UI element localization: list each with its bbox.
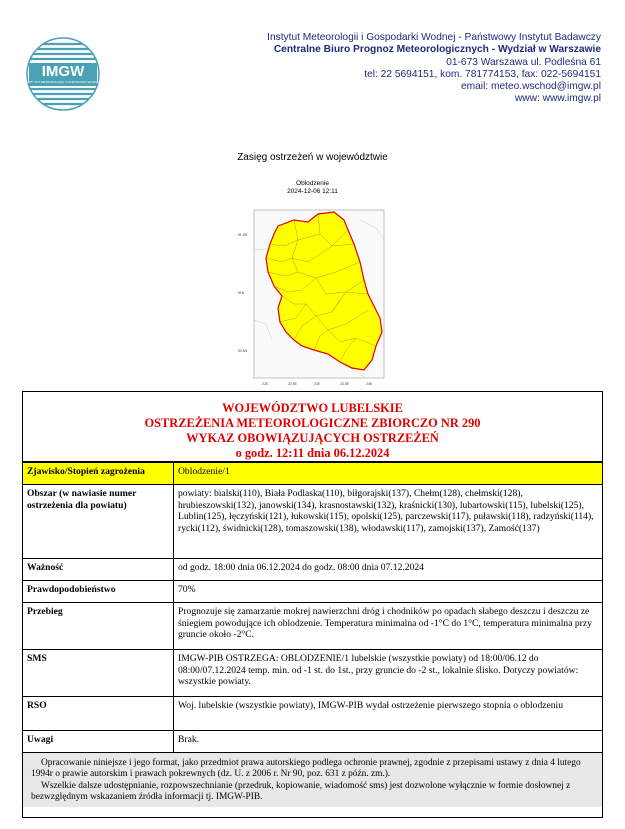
warning-title-block: [23, 392, 602, 462]
table-row: [23, 650, 602, 697]
row-label: Przebieg: [23, 603, 174, 650]
table-row: [23, 603, 602, 650]
row-label: Ważność: [23, 559, 174, 581]
row-value: 70%: [174, 581, 603, 603]
row-value: IMGW-PIB OSTRZEGA: OBLODZENIE/1 lubelskie (wszystkie powiaty) od 18:00/06.12 do 08:00/07.12.2024 temp. min. od -1 st. do 1st., przy gruncie do -2 st., lokalnie ślisko. Dotyczy powiatów: wszystkie powiaty.: [174, 650, 603, 697]
phone: tel: 22 5694151, kom. 781774153, fax: 022-5694151: [364, 68, 601, 80]
table-row: [23, 559, 602, 581]
row-label: SMS: [23, 650, 174, 697]
lon-label: 23E: [314, 382, 321, 386]
bureau-name: Centralne Biuro Prognoz Meteorologicznych - Wydział w Warszawie: [273, 44, 601, 56]
row-value: powiaty: bialski(110), Biała Podlaska(110), biłgorajski(137), Chełm(128), chełmski(128), hrubieszowski(132), janowski(134), krasnostawski(132), kraśnicki(130), lubartowski(115), lubelski(125), Lublin(125), łęczyński(121), łukowski(115), opolski(125), parczewski(117), puławski(118), radzyński(114), rycki(112), świdnicki(128), tomaszowski(138), włodawski(117), zamojski(137), Zamość(137): [174, 485, 603, 559]
table-row: [23, 463, 602, 485]
table-row: [23, 697, 602, 731]
row-label: RSO: [23, 697, 174, 731]
row-value: Prognozuje się zamarzanie mokrej nawierzchni dróg i chodników po opadach słabego deszczu i deszczu ze śniegiem powodujące ich oblodzenie. Temperatura minimalna od -1°C do 1°C, temperatura minimalna przy gruncie około -2°C.: [174, 603, 603, 650]
row-label: Zjawisko/Stopień zagrożenia: [23, 463, 174, 485]
website[interactable]: www: www.imgw.pl: [514, 93, 601, 105]
imgw-logo: [25, 36, 101, 112]
lat-label: 51N: [238, 291, 245, 295]
lon-label: 22.5E: [288, 382, 297, 386]
table-row: [23, 581, 602, 603]
voivodeship-map: [236, 200, 390, 390]
warning-table: [23, 462, 602, 753]
footer-paragraph: Opracowanie niniejsze i jego format, jako przedmiot prawa autorskiego podlega ochronie prawnej, zgodnie z przepisami ustawy z dnia 4 lutego 1994r o prawie autorskim i prawach pokrewnych (dz. U. z 2006 r. Nr 90, poz. 631 z późn. zm.).: [31, 758, 581, 780]
map-title: Oblodzenie: [296, 180, 329, 187]
lon-label: 24E: [366, 382, 373, 386]
row-value: Oblodzenie/1: [174, 463, 603, 485]
page-heading: Zasięg ostrzeżeń w województwie: [237, 152, 388, 163]
map-title-block: [0, 180, 625, 196]
row-value: od godz. 18:00 dnia 06.12.2024 do godz. 08:00 dnia 07.12.2024: [174, 559, 603, 581]
row-label: Uwagi: [23, 731, 174, 753]
institute-header: [221, 32, 601, 106]
logo-text: IMGW: [41, 63, 85, 80]
institute-name: Instytut Meteorologii i Gospodarki Wodnej - Państwowy Instytut Badawczy: [267, 32, 601, 43]
row-label: Prawdopodobieństwo: [23, 581, 174, 603]
table-row: [23, 731, 602, 753]
footer-paragraph: Wszelkie dalsze udostępnianie, rozpowszechnianie (przedruk, kopiowanie, wiadomość sms) jest dozwolone wyłącznie w formie dosłownej z bezwzględnym wskazaniem źródła informacji tj. IMGW-PIB.: [31, 780, 571, 803]
row-value: Woj. lubelskie (wszystkie powiaty), IMGW-PIB wydał ostrzeżenie pierwszego stopnia o oblodzeniu: [174, 697, 603, 731]
warning-title-line: o godz. 12:11 dnia 06.12.2024: [235, 446, 390, 460]
warning-title-line: WYKAZ OBOWIĄZUJĄCYCH OSTRZEŻEŃ: [186, 431, 439, 445]
copyright-footer: [23, 753, 602, 807]
row-label: Obszar (w nawiasie numer ostrzeżenia dla powiatu): [23, 485, 174, 559]
lon-label: 22E: [262, 382, 269, 386]
lat-label: 51.5N: [238, 233, 248, 237]
row-value: Brak.: [174, 731, 603, 753]
warning-title-line: WOJEWÓDZTWO LUBELSKIE: [222, 401, 403, 415]
lat-label: 50.5N: [238, 349, 248, 353]
table-row: [23, 485, 602, 559]
address: 01-673 Warszawa ul. Podleśna 61: [446, 56, 601, 68]
warning-document: [22, 391, 603, 818]
warning-title-line: OSTRZEŻENIA METEOROLOGICZNE ZBIORCZO NR 290: [144, 416, 481, 430]
map-datetime: 2024-12-06 12:11: [287, 188, 338, 195]
email[interactable]: email: meteo.wschod@imgw.pl: [460, 81, 601, 93]
logo-small-text: INSTYTUT METEOROLOGII I GOSPODARKI WODNEJ: [25, 80, 101, 84]
lon-label: 23.5E: [340, 382, 349, 386]
